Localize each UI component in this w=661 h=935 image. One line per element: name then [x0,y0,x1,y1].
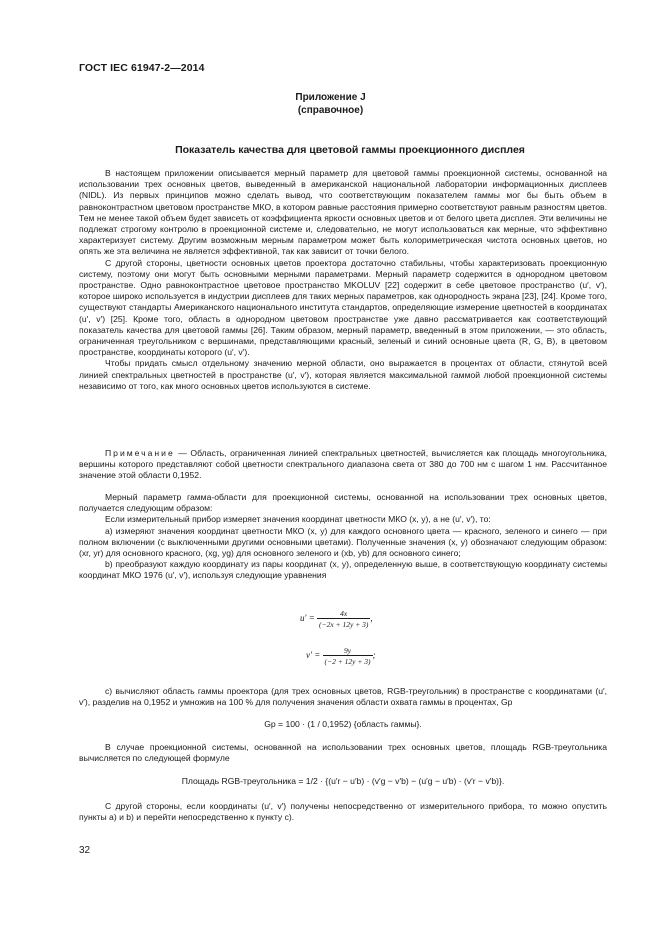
procedure-condition: Если измерительный прибор измеряет значения координат цветности МКО (x, y), а не (u′, v′), то: [105,514,491,525]
equation-v-lhs: v′ = [306,650,321,661]
paragraph-1: В настоящем приложении описывается мерный параметр для цветовой гаммы проекционной системы, основанной на использовании трех основных цветов, выведенный в американской национальной лаборатории информационных дисплеев (NIDL). Из первых принципов можно сделать вывод, что соответствующим показателем гаммы мог бы быть объем в равноконтрастном цветовом пространстве МКО, в котором равные расстояния примерно соответствуют равным разностям цветов. Тем не менее такой объем будет зависеть от коэффициента яркости основных цветов и от белого цвета дисплея. Эти величины не подлежат строгому контролю в проекционной системе и, следовательно, не могут использоваться как мерные, что эффективно характеризует систему. Другим возможным мерным параметром может быть колориметрическая чистота основных цветов, но опять же эта величина не является эффективной, так как зависит от точки белого. [79,168,607,257]
equation-u-numerator: 4x [340,609,348,618]
step-c-block [79,686,607,708]
appendix-title: Приложение J [295,92,366,103]
equation-v-denominator: (−2 + 12y + 3) [324,657,371,666]
equation-v-fraction [323,646,373,666]
equation-u-lhs: u′ = [300,613,315,624]
equation-u-denominator: (−2x + 12y + 3) [319,620,369,629]
final-block [79,801,607,823]
page-number: 32 [79,845,91,856]
procedure-step-a: а) измеряют значения координат цветности МКО (x, y) для каждого основного цвета — красного, зеленого и синего — при полном включении (с выключенными другими основными цветами). Полученные значения (x, y) обозначают следующим образом: (xr, yr) для основного красного, (xg, yg) для основного зеленого и (xb, yb) для основного синего; [79,525,607,559]
note-text: — Область, ограниченная линией спектральных цветностей, вычисляется как площадь многоугольника, вершины которого представляют собой цветности спектрального диапазона света от 380 до 700 нм с шагом 1 нм. Рассчитанное значение этой области 0,1952. [79,448,607,481]
note-label: Примечание [105,448,175,458]
equation-gp: Gp = 100 · (1 / 0,1952) {область гаммы}. [264,719,422,729]
equation-v [306,646,376,666]
appendix-subtitle: (справочное) [297,105,364,116]
equation-v-tail: ; [372,650,376,661]
procedure-block [79,492,607,582]
note-paragraph [79,448,607,482]
paragraph-3: Чтобы придать смысл отдельному значению мерной области, оно выражается в процентах от области, стянутой всей линией спектральных цветностей в пространстве (u′, v′), которая является максимальной гаммой любой проекционной системы независимо от того, как много основных цветов используются в системе. [79,358,607,391]
paragraph-2: С другой стороны, цветности основных цветов проектора достаточно стабильны, чтобы характеризовать проекционную систему, поэтому они могут быть основными мерными параметрами. Мерный параметр содержится в однородном цветовом пространстве. Одно равноконтрастное цветовое пространство MKOLUV [22] содержит в себе цветовое пространство (u′, v′), которое широко используется в индустрии дисплеев для таких мерных параметров, как однородность экрана [23], [24]. Кроме того, существуют стандарты Американского национального института стандартов, определяющие измерение цветностей в координатах (u′, v′) [25]. Кроме того, область в однородном цветовом пространстве уже давно рассматривается как соответствующий показатель качества для цветовой гаммы [26]. Таким образом, мерный параметр, введенный в этом приложении, — это область, ограниченная треугольником с вершинами, представляющими красный, зеленый и синий основные цвета (R, G, B), в цветовом пространстве, координаты которого (u′, v′). [79,257,607,358]
body-block-1 [79,168,607,392]
document-code: ГОСТ IEC 61947-2—2014 [79,62,205,74]
equation-area: Площадь RGB-треугольника = 1/2 · {(u′r − u′b) · (v′g − v′b) − (u′g − u′b) · (v′r − v′b)}. [181,776,505,786]
procedure-step-b: b) преобразуют каждую координату из пары координат (x, y), определенную выше, в соответствующую координату системы координат МКО 1976 (u′, v′), используя следующие уравнения [79,559,607,581]
procedure-step-c: с) вычисляют область гаммы проектора (для трех основных цветов, RGB-треугольник) в пространстве с координатами (u′, v′), разделив на 0,1952 и умножив на 100 % для получения значения области охвата гаммы в процентах, Gp [79,686,607,708]
equation-v-numerator: 9y [344,646,352,655]
equation-u-tail: , [370,613,373,624]
section-title: Показатель качества для цветовой гаммы проекционного дисплея [175,144,525,156]
rgb-block [79,742,607,764]
equation-u [300,609,373,629]
rgb-intro: В случае проекционной системы, основанной на использовании трех основных цветов, площадь RGB-треугольника вычисляется по следующей формуле [79,742,607,764]
procedure-intro: Мерный параметр гамма-области для проекционной системы, основанной на использовании трех основных цветов, получается следующим образом: [79,492,607,514]
note-block [79,448,607,482]
final-paragraph: С другой стороны, если координаты (u′, v′) получены непосредственно от измерительного прибора, то можно опустить пункты а) и b) и перейти непосредственно к пункту с). [79,801,607,823]
equation-u-fraction [317,609,373,629]
